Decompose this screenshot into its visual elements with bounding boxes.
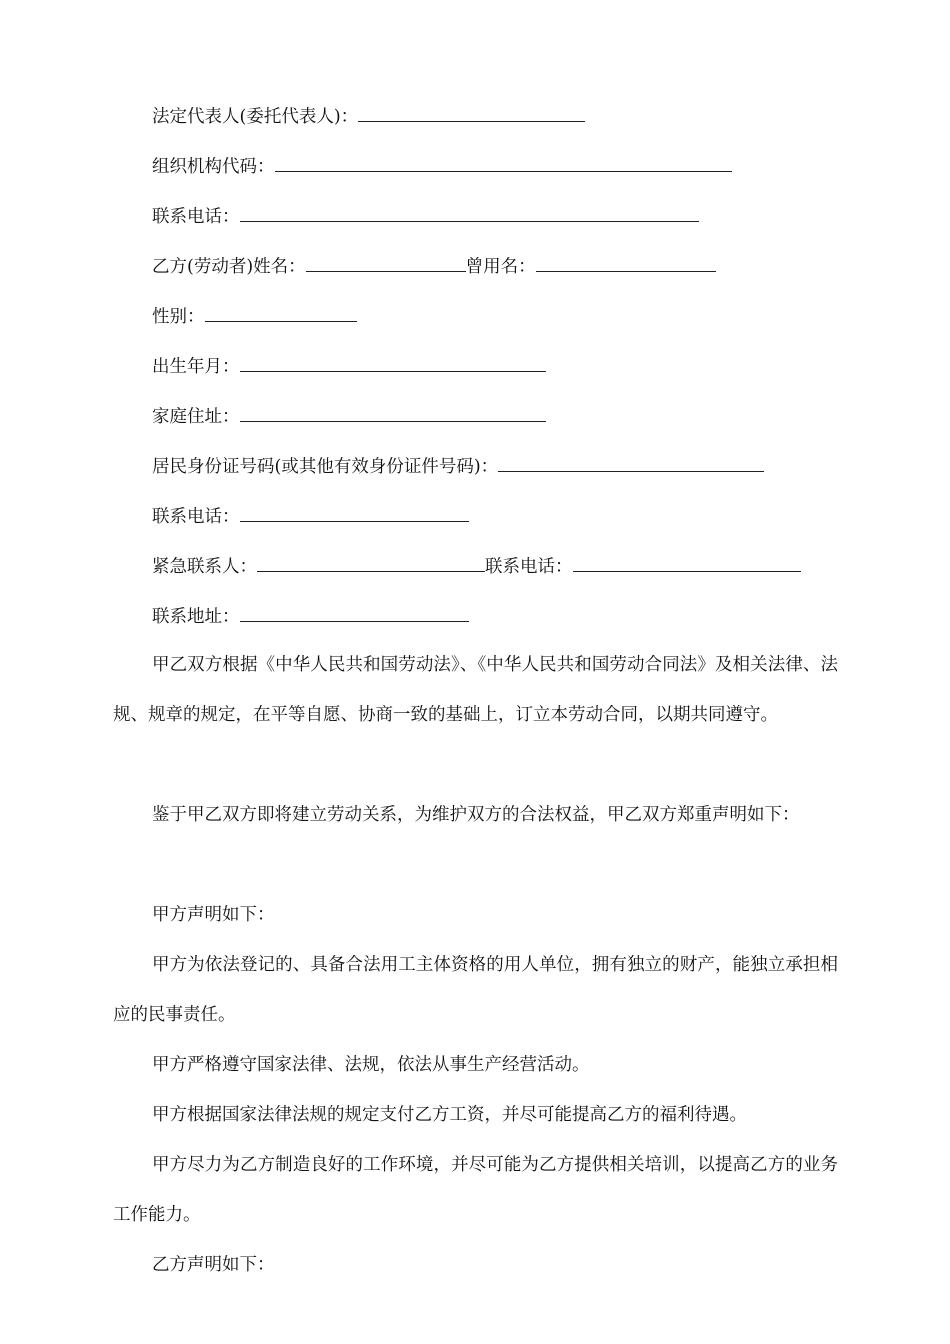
birth-blank bbox=[240, 353, 546, 372]
birth-label: 出生年月： bbox=[152, 357, 240, 377]
paragraph-party-a-2: 甲方严格遵守国家法律、法规，依法从事生产经营活动。 bbox=[152, 1055, 590, 1075]
paragraph-party-b-heading: 乙方声明如下： bbox=[152, 1255, 275, 1275]
phone-b-blank bbox=[240, 503, 469, 522]
gender-blank bbox=[205, 303, 357, 322]
legal-rep-blank bbox=[358, 103, 585, 122]
phone-a-label: 联系电话： bbox=[152, 207, 240, 227]
phone-b-line bbox=[152, 503, 469, 529]
emergency-contact-blank bbox=[257, 553, 485, 572]
contact-address-line bbox=[152, 603, 469, 629]
org-code-label: 组织机构代码： bbox=[152, 157, 275, 177]
legal-rep-label: 法定代表人(委托代表人)： bbox=[152, 107, 359, 127]
name-b-line bbox=[152, 253, 716, 279]
address-label: 家庭住址： bbox=[152, 407, 240, 427]
phone-a-line bbox=[152, 203, 699, 229]
paragraph-party-a-1: 甲方为依法登记的、具备合法用工主体资格的用人单位，拥有独立的财产，能独立承担相应的民事责任。 bbox=[113, 955, 838, 1025]
former-name-blank bbox=[536, 253, 716, 272]
birth-line bbox=[152, 353, 546, 379]
phone-a-blank bbox=[240, 203, 699, 222]
paragraph-party-a-4: 甲方尽力为乙方制造良好的工作环境，并尽可能为乙方提供相关培训，以提高乙方的业务工作能力。 bbox=[113, 1155, 838, 1225]
phone-b-label: 联系电话： bbox=[152, 507, 240, 527]
address-blank bbox=[240, 403, 546, 422]
emergency-phone-label: 联系电话： bbox=[485, 557, 573, 577]
paragraph-legal-basis: 甲乙双方根据《中华人民共和国劳动法》、《中华人民共和国劳动合同法》及相关法律、法规、规章的规定，在平等自愿、协商一致的基础上，订立本劳动合同，以期共同遵守。 bbox=[113, 655, 838, 725]
paragraph-party-a-heading: 甲方声明如下： bbox=[152, 905, 275, 925]
former-name-label: 曾用名： bbox=[465, 257, 536, 277]
emergency-contact-label: 紧急联系人： bbox=[152, 557, 257, 577]
org-code-line bbox=[152, 153, 732, 179]
id-number-blank bbox=[498, 453, 764, 472]
paragraph-party-a-3: 甲方根据国家法律法规的规定支付乙方工资，并尽可能提高乙方的福利待遇。 bbox=[152, 1105, 747, 1125]
paragraph-declaration-intro: 鉴于甲乙双方即将建立劳动关系，为维护双方的合法权益，甲乙双方郑重声明如下： bbox=[152, 805, 800, 825]
id-number-line bbox=[152, 453, 764, 479]
gender-label: 性别： bbox=[152, 307, 205, 327]
id-number-label: 居民身份证号码(或其他有效身份证件号码)： bbox=[152, 457, 499, 477]
address-line bbox=[152, 403, 546, 429]
name-b-blank bbox=[306, 253, 466, 272]
org-code-blank bbox=[275, 153, 732, 172]
contact-address-label: 联系地址： bbox=[152, 607, 240, 627]
emergency-phone-blank bbox=[573, 553, 801, 572]
name-b-label: 乙方(劳动者)姓名： bbox=[152, 257, 306, 277]
emergency-line bbox=[152, 553, 801, 579]
contact-address-blank bbox=[240, 603, 469, 622]
gender-line bbox=[152, 303, 357, 329]
legal-rep-line bbox=[152, 103, 585, 129]
